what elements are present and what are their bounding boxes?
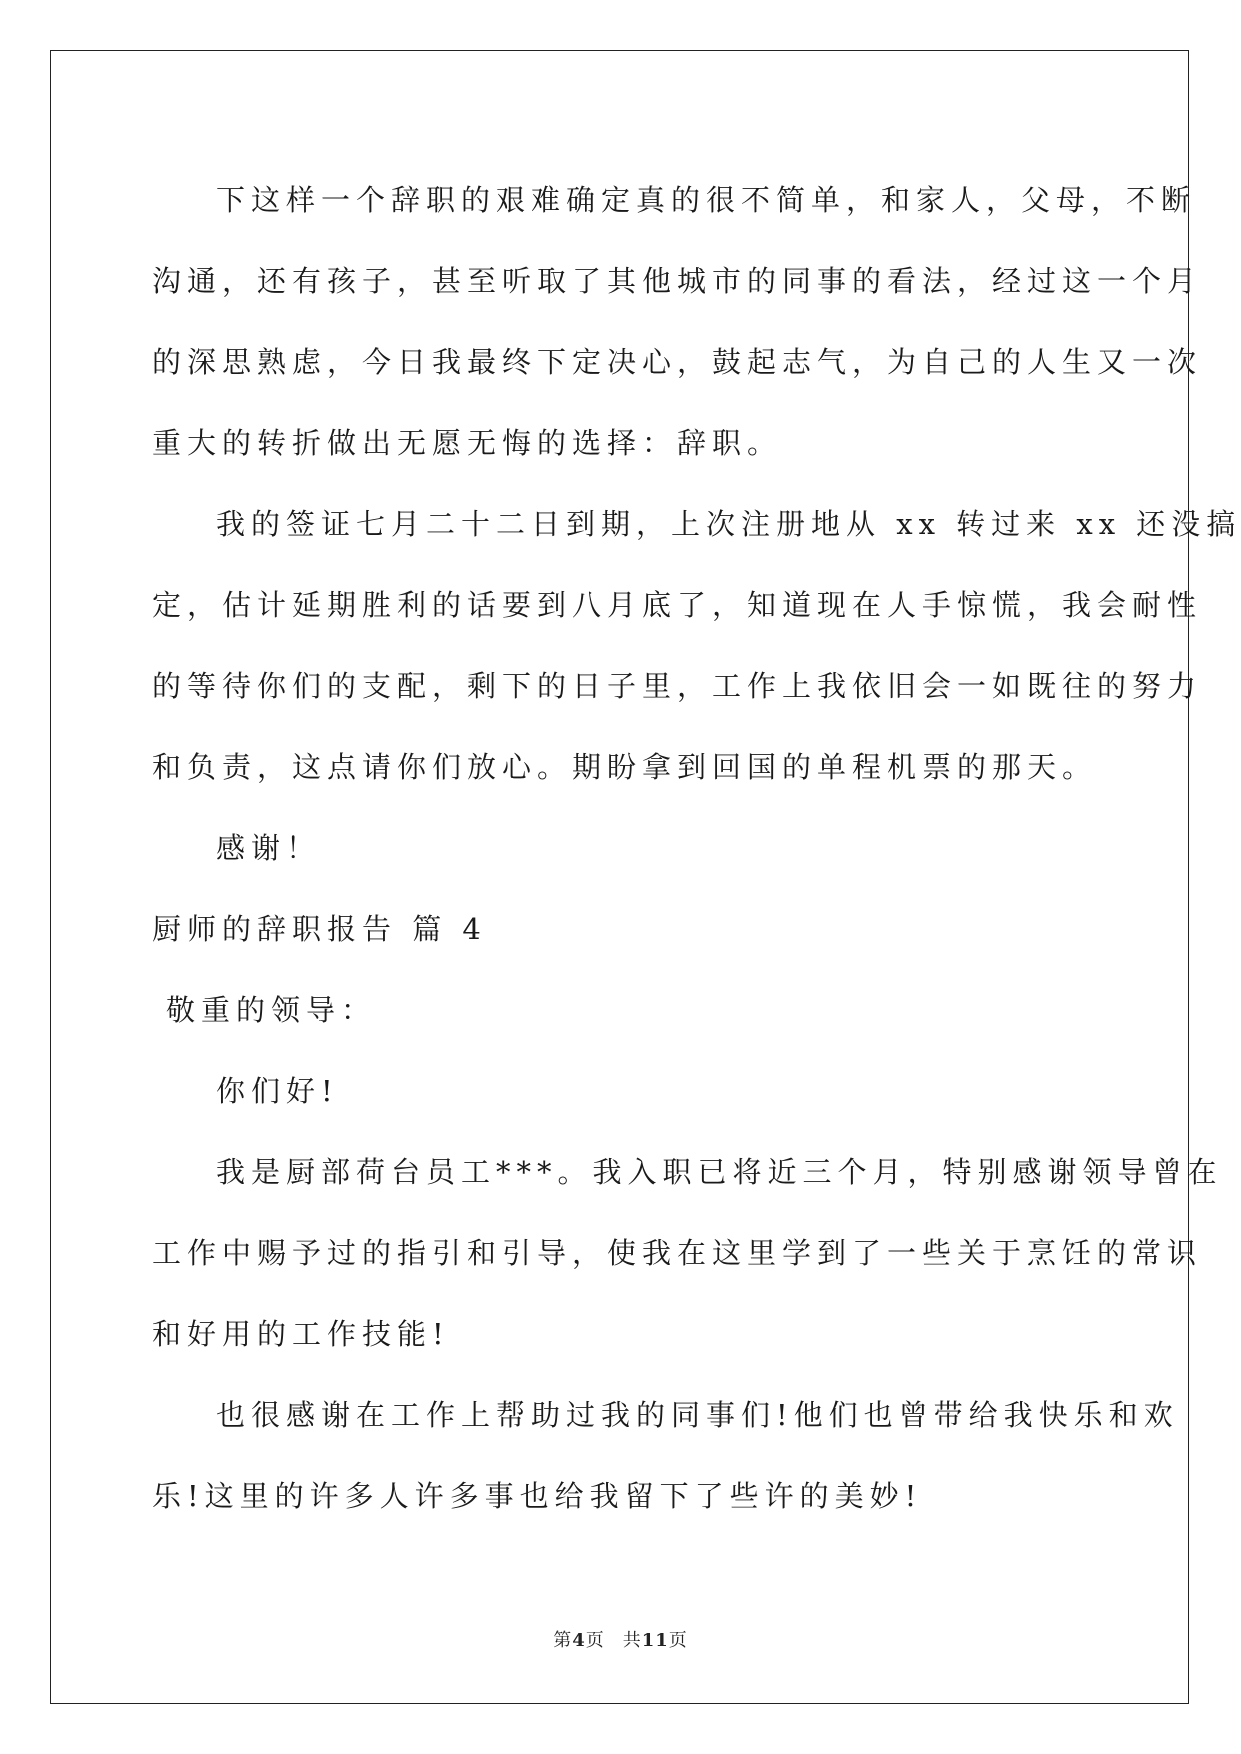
text-line: 沟通，还有孩子，甚至听取了其他城市的同事的看法，经过这一个月 (152, 264, 1203, 298)
text-line: 和负责，这点请你们放心。期盼拿到回国的单程机票的那天。 (152, 750, 1098, 784)
total-pages: 11 (641, 1630, 669, 1651)
document-body (152, 160, 1241, 1537)
text-line: 我是厨部荷台员工***。我入职已将近三个月，特别感谢领导曾在 (216, 1155, 1223, 1189)
text-line: 工作中赐予过的指引和引导，使我在这里学到了一些关于烹饪的常识 (152, 1236, 1203, 1270)
text-line: 的等待你们的支配，剩下的日子里，工作上我依旧会一如既往的努力 (152, 669, 1203, 703)
page-number: 4 (572, 1630, 586, 1651)
text-line: 也很感谢在工作上帮助过我的同事们!他们也曾带给我快乐和欢 (216, 1398, 1179, 1432)
salutation: 敬重的领导： (166, 993, 377, 1027)
text-line: 下这样一个辞职的艰难确定真的很不简单，和家人，父母，不断 (216, 183, 1197, 217)
page-prefix: 第 (553, 1630, 573, 1651)
text-line: 和好用的工作技能! (152, 1317, 450, 1351)
text-line: 乐!这里的许多人许多事也给我留下了些许的美妙! (152, 1479, 923, 1513)
text-line: 我的签证七月二十二日到期，上次注册地从 xx 转过来 xx 还没搞 (216, 507, 1241, 541)
closing-thanks: 感谢！ (216, 831, 322, 865)
greeting: 你们好! (216, 1074, 339, 1108)
text-line: 的深思熟虑，今日我最终下定决心，鼓起志气，为自己的人生又一次 (152, 345, 1203, 379)
text-line: 定，估计延期胜利的话要到八月底了，知道现在人手惊慌，我会耐性 (152, 588, 1203, 622)
section-heading: 厨师的辞职报告 篇 4 (152, 912, 487, 946)
page-footer (0, 1626, 1241, 1652)
total-suffix: 页 (668, 1630, 688, 1651)
total-prefix: 共 (622, 1630, 642, 1651)
text-line: 重大的转折做出无愿无悔的选择：辞职。 (152, 426, 783, 460)
page-suffix: 页 (585, 1630, 605, 1651)
